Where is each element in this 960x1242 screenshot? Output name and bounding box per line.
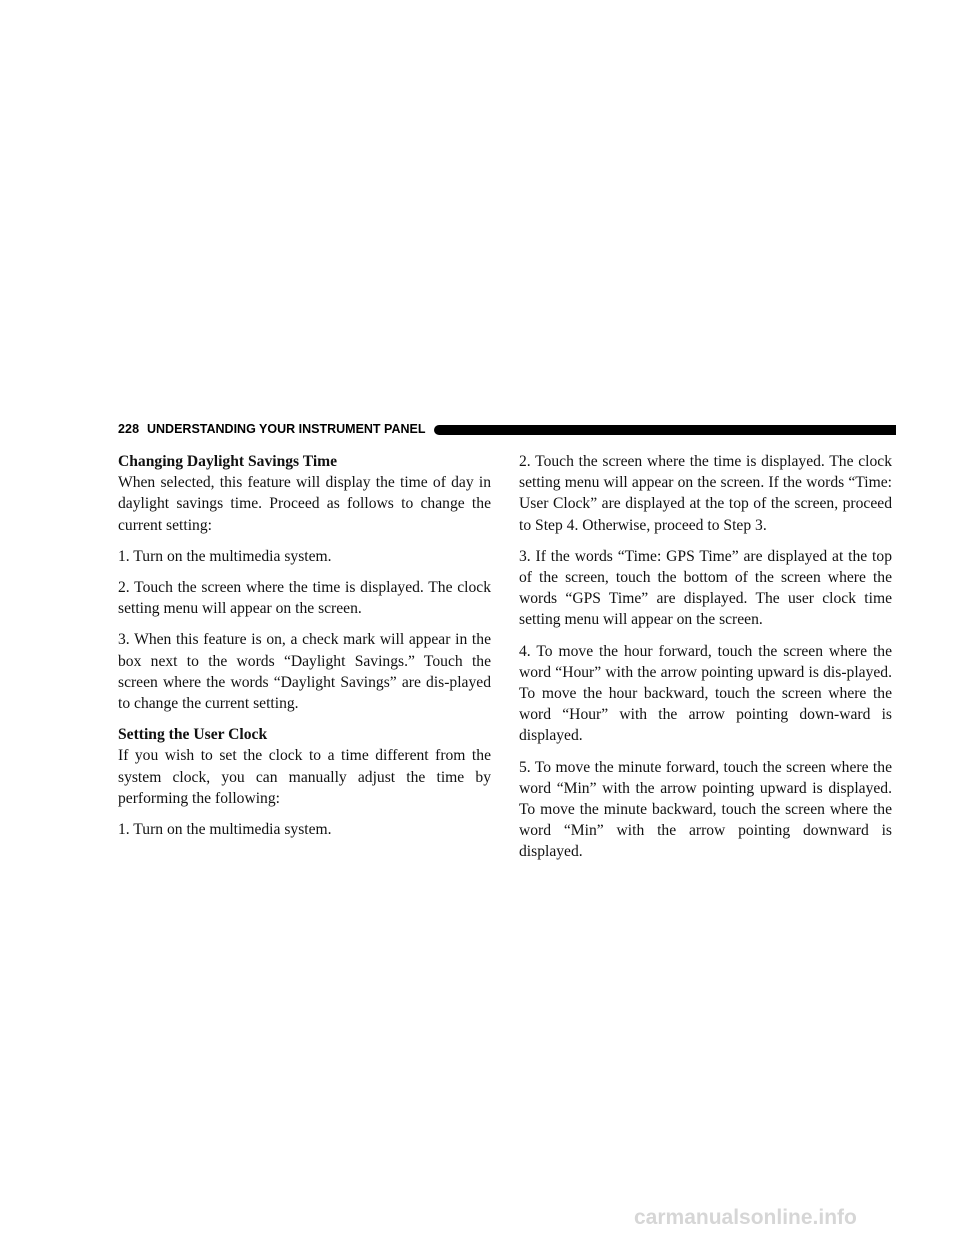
step-gps-time: 3. If the words “Time: GPS Time” are displayed at the top of the screen, touch the bottom of the screen where the words “GPS Time” are displayed. The user clock time setting menu will appear on the screen. [519, 547, 892, 629]
paragraph-intro: When selected, this feature will display the time of day in daylight savings time. Proceed as follows to change the current setting: [118, 474, 491, 534]
step-turn-on-2: 1. Turn on the multimedia system. [118, 821, 332, 839]
page-header [118, 420, 896, 440]
step-touch-screen: 2. Touch the screen where the time is displayed. The clock setting menu will appear on the screen. If the words “Time: User Clock” are displayed at the top of the screen, proceed to Step 4. Otherwise, proceed to Step 3. [519, 453, 892, 534]
step-touch-time: 2. Touch the screen where the time is displayed. The clock setting menu will appear on the screen. [118, 579, 491, 618]
heading-user-clock: Setting the User Clock [118, 726, 268, 744]
step-minute: 5. To move the minute forward, touch the screen where the word “Min” with the arrow pointing upward is displayed. To move the minute backward, touch the screen where the word “Min” with the arrow pointing downward is displayed. [519, 758, 892, 861]
header-rule [434, 425, 896, 435]
watermark: carmanualsonline.info [634, 1206, 857, 1229]
section-title: UNDERSTANDING YOUR INSTRUMENT PANEL [147, 422, 426, 436]
left-column [118, 451, 491, 850]
heading-daylight-savings: Changing Daylight Savings Time [118, 453, 338, 470]
right-column [519, 451, 892, 873]
step-turn-on: 1. Turn on the multimedia system. [118, 547, 332, 565]
step-check-mark: 3. When this feature is on, a check mark will appear in the box next to the words “Daylight Savings.” Touch the screen where the words “Daylight Savings” are dis-played to change the current setting. [118, 631, 491, 713]
step-hour: 4. To move the hour forward, touch the screen where the word “Hour” with the arrow pointing upward is dis-played. To move the hour backward, touch the screen where the word “Hour” with the arrow pointing down-ward is displayed. [519, 642, 892, 745]
paragraph-user-clock: If you wish to set the clock to a time different from the system clock, you can manually adjust the time by performing the following: [118, 747, 491, 807]
page-number: 228 [118, 422, 140, 436]
